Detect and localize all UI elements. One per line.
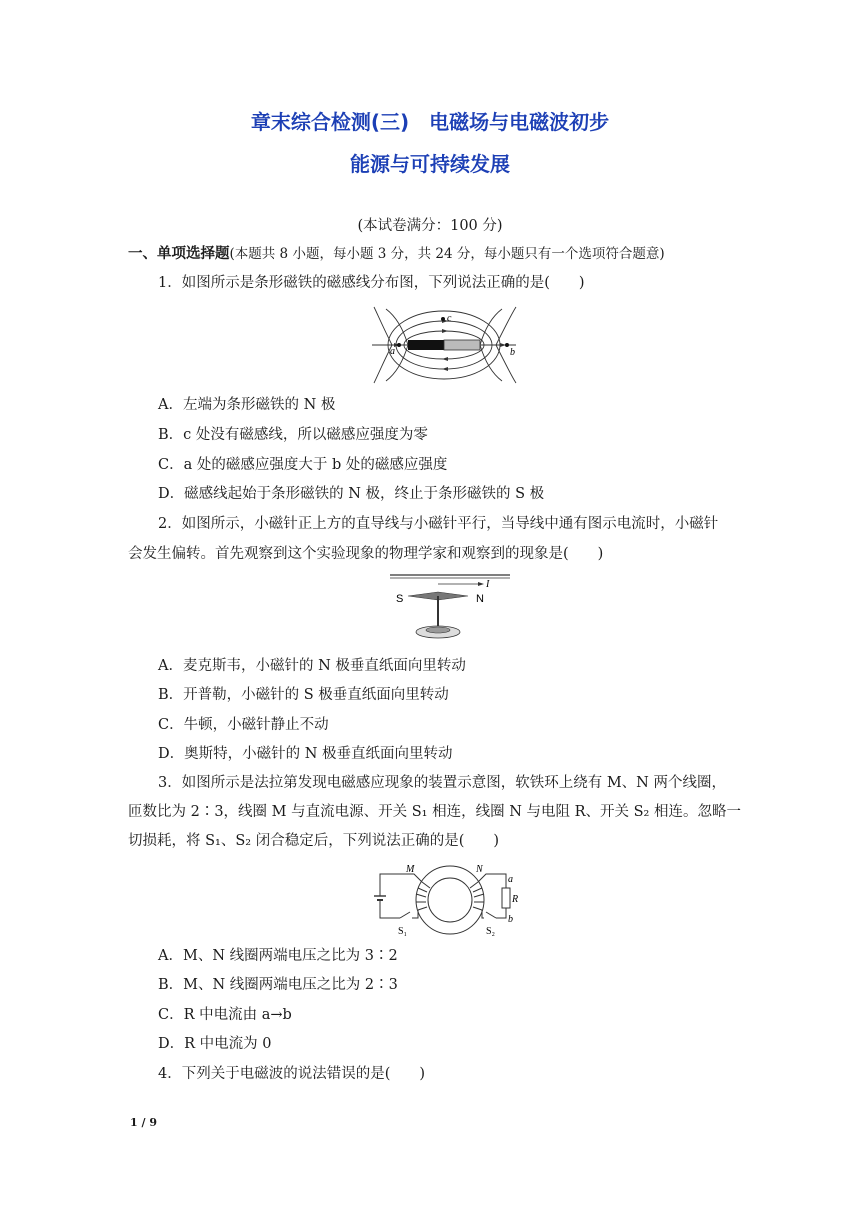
title-line-2: 能源与可持续发展 <box>350 152 510 176</box>
label-s: S <box>396 593 404 605</box>
point-a <box>397 343 401 347</box>
compass-base-top <box>426 627 450 633</box>
point-c <box>441 317 445 321</box>
page-number: 1 / 9 <box>130 1116 157 1129</box>
label-a: a <box>508 874 513 885</box>
q2-option-c: C．牛顿，小磁针静止不动 <box>158 717 329 733</box>
question-1-stem: 1．如图所示是条形磁铁的磁感线分布图，下列说法正确的是( ) <box>158 275 585 291</box>
question-3-stem-line-2: 匝数比为 2∶3，线圈 M 与直流电源、开关 S₁ 相连，线圈 N 与电阻 R、开关 S₂ 相连。忽略一 <box>128 804 741 820</box>
q1-option-b: B．c 处没有磁感线，所以磁感应强度为零 <box>158 427 428 443</box>
arrowhead-icon <box>442 357 448 361</box>
label-n-coil: N <box>476 864 483 875</box>
compass-wire-figure <box>390 572 510 644</box>
coil-n-winding <box>473 907 482 910</box>
arrowhead-icon <box>442 329 448 333</box>
section-heading <box>128 244 665 264</box>
label-c: c <box>447 313 452 324</box>
iron-ring-inner <box>428 878 472 922</box>
m-circuit-wire <box>412 910 418 918</box>
label-current: I <box>486 579 490 590</box>
m-circuit-wire <box>380 874 422 896</box>
q1-option-a: A．左端为条形磁铁的 N 极 <box>158 397 336 413</box>
label-m: M <box>406 864 415 875</box>
resistor-r <box>502 888 510 908</box>
coil-m-winding <box>418 907 427 910</box>
bar-magnet-field-figure <box>372 305 532 385</box>
q2-option-d: D．奥斯特，小磁针的 N 极垂直纸面向里转动 <box>158 746 453 762</box>
label-r: R <box>512 894 519 905</box>
q3-option-d: D．R 中电流为 0 <box>158 1036 272 1052</box>
switch-s2 <box>486 912 496 918</box>
n-circuit-wire <box>482 910 484 918</box>
arrowhead-icon <box>442 367 448 371</box>
coil-m-winding <box>416 894 426 897</box>
magnet-light-half <box>444 340 480 350</box>
question-3-stem-line-3: 切损耗，将 S₁、S₂ 闭合稳定后，下列说法正确的是( ) <box>128 833 500 849</box>
point-b <box>505 343 509 347</box>
m-circuit-wire <box>380 900 400 918</box>
section-title: 一、单项选择题 <box>128 245 230 262</box>
label-b: b <box>508 914 513 925</box>
field-line <box>496 307 516 345</box>
question-4-stem: 4．下列关于电磁波的说法错误的是( ) <box>158 1066 426 1082</box>
question-2-stem-line-2: 会发生偏转。首先观察到这个实验现象的物理学家和观察到的现象是( ) <box>128 546 604 562</box>
q2-option-b: B．开普勒，小磁针的 S 极垂直纸面向里转动 <box>158 687 449 703</box>
n-circuit-wire <box>496 908 506 918</box>
coil-n-winding <box>470 882 478 888</box>
q3-option-a: A．M、N 线圈两端电压之比为 3∶2 <box>158 948 398 964</box>
q3-option-b: B．M、N 线圈两端电压之比为 2∶3 <box>158 977 398 993</box>
label-a: a <box>390 346 395 357</box>
coil-m-winding <box>422 882 430 888</box>
q3-option-c: C．R 中电流由 a→b <box>158 1007 292 1023</box>
coil-n-winding <box>473 888 482 892</box>
magnet-dark-half <box>408 340 444 350</box>
switch-s1 <box>400 912 410 918</box>
question-2-stem-line-1: 2．如图所示，小磁针正上方的直导线与小磁针平行，当导线中通有图示电流时，小磁针 <box>158 516 719 532</box>
iron-ring-coils-figure <box>372 862 522 942</box>
coil-m-winding <box>418 888 427 892</box>
label-s1: S₁ <box>398 926 408 937</box>
label-n: N <box>476 593 484 605</box>
question-3-stem-line-1: 3．如图所示是法拉第发现电磁感应现象的装置示意图，软铁环上绕有 M、N 两个线圈， <box>158 775 726 791</box>
q1-option-d: D．磁感线起始于条形磁铁的 N 极，终止于条形磁铁的 S 极 <box>158 486 545 502</box>
title-line-1: 章末综合检测(三) 电磁场与电磁波初步 <box>250 110 610 134</box>
n-circuit-wire <box>478 874 506 888</box>
exam-note: (本试卷满分：100 分) <box>357 218 503 234</box>
field-line <box>374 307 392 345</box>
q1-option-c: C．a 处的磁感应强度大于 b 处的磁感应强度 <box>158 457 448 473</box>
coil-n-winding <box>474 894 484 897</box>
arrow-right-icon <box>478 582 484 586</box>
q2-option-a: A．麦克斯韦，小磁针的 N 极垂直纸面向里转动 <box>158 658 466 674</box>
iron-ring-outer <box>416 866 484 934</box>
section-note: (本题共 8 小题，每小题 3 分，共 24 分，每小题只有一个选项符合题意) <box>229 246 665 262</box>
label-b: b <box>510 347 515 358</box>
label-s2: S₂ <box>486 926 496 937</box>
